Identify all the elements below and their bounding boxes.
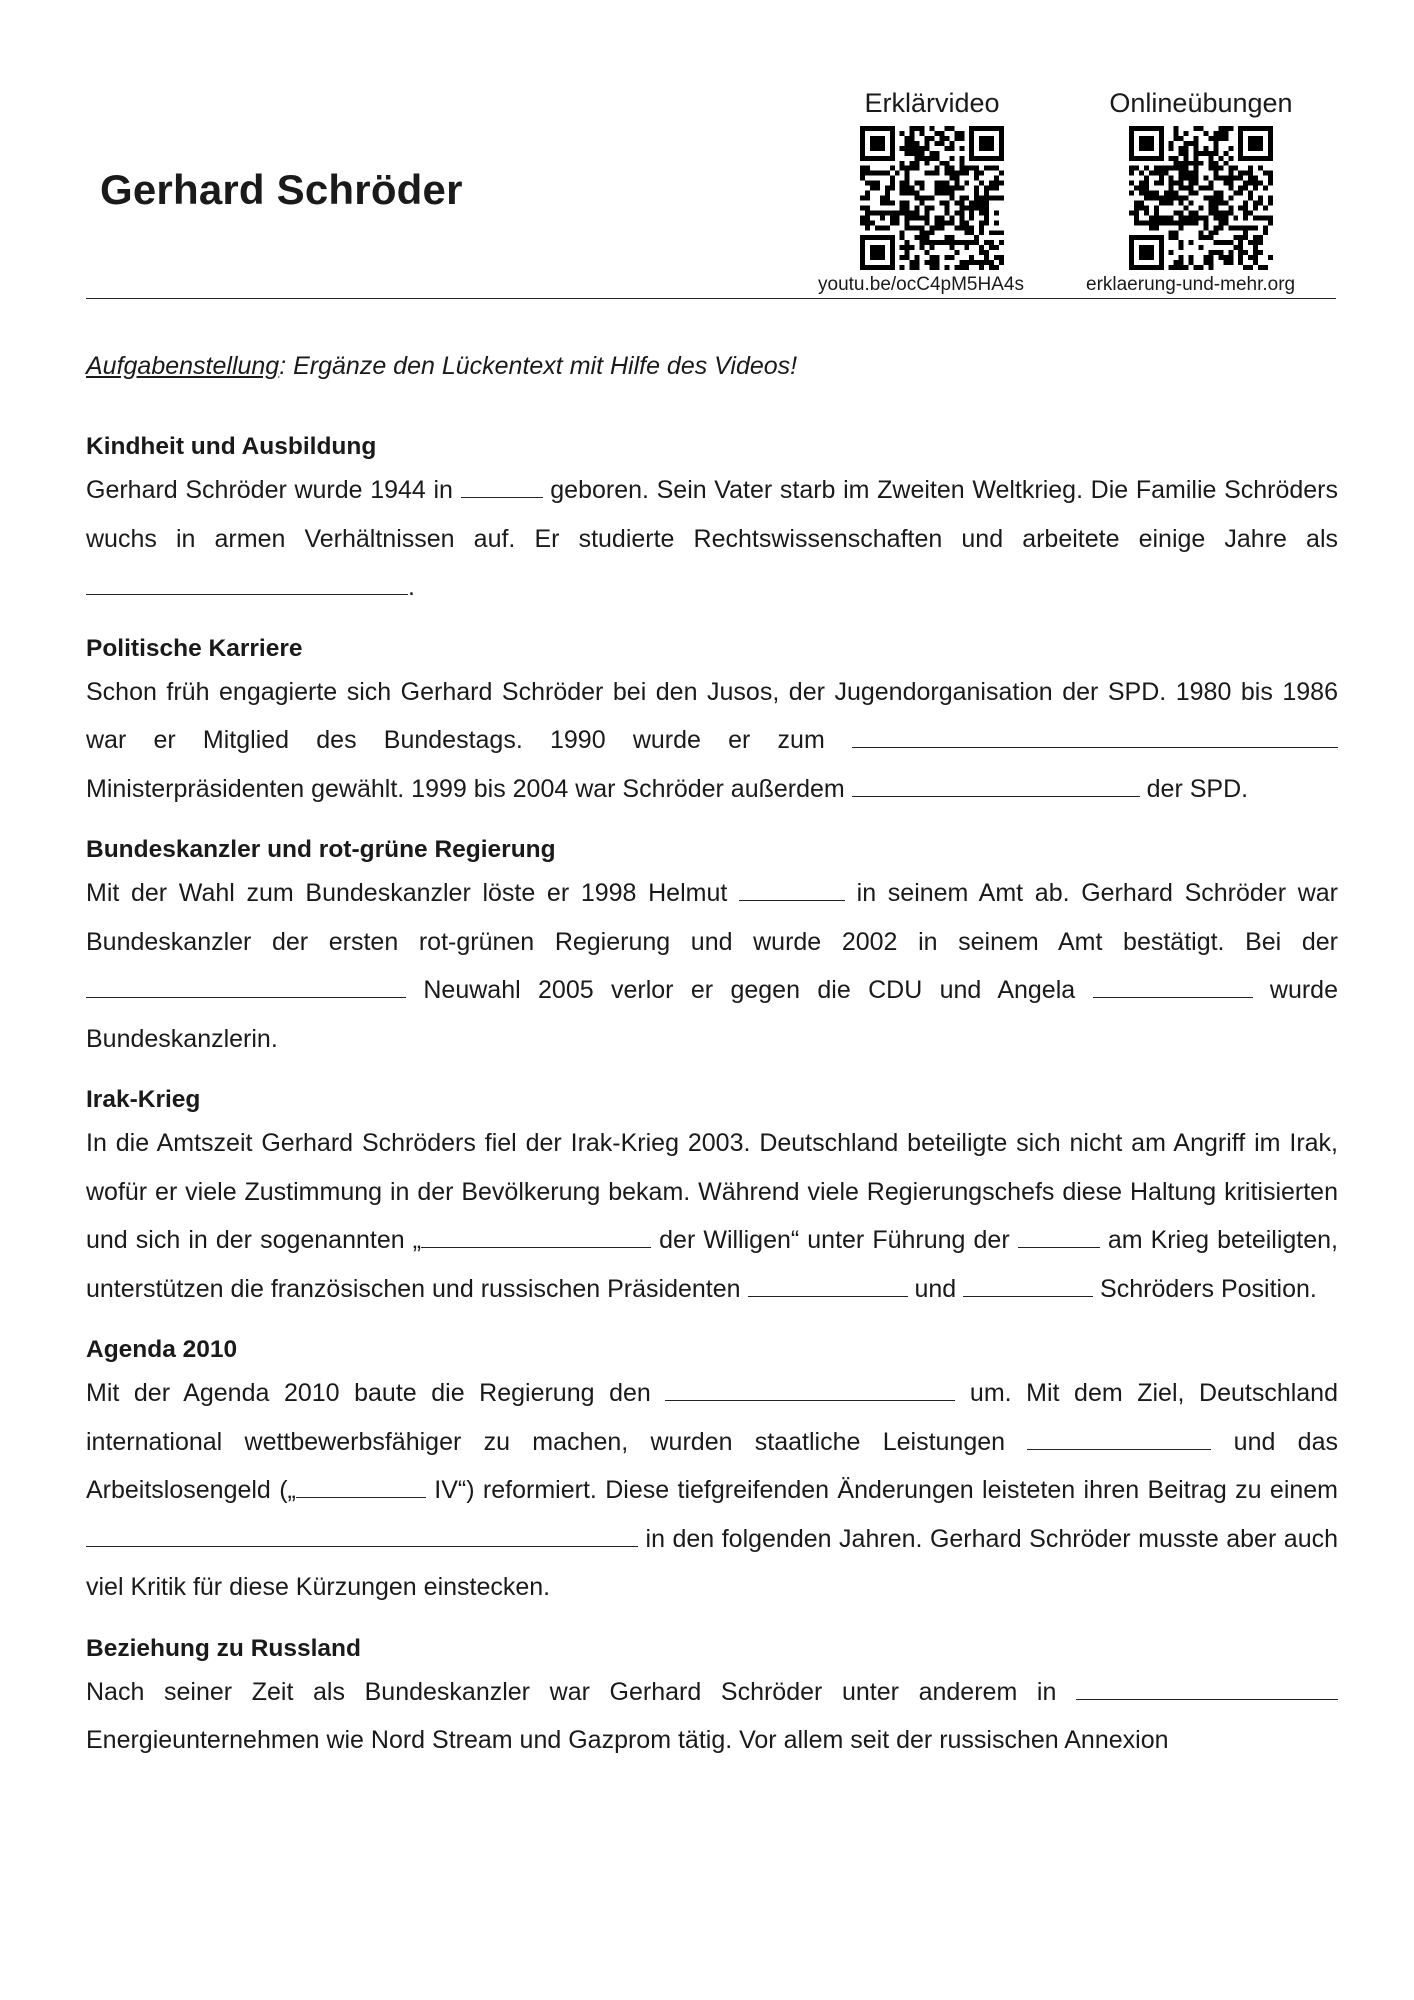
- section-agenda-2010: [86, 1331, 1338, 1612]
- text-part: wurde Bundeskanzlerin.: [86, 976, 1338, 1053]
- text-part: IV“) reformiert. Diese tiefgreifenden Änderungen leisteten ihren Beitrag zu einem: [425, 1476, 1339, 1504]
- worksheet-content: [86, 428, 1338, 1783]
- blank-gap[interactable]: [665, 1374, 955, 1401]
- text-part: Mit der Wahl zum Bundeskanzler löste er 1998 Helmut: [86, 879, 739, 907]
- text-part: in den folgenden Jahren. Gerhard Schröder musste aber auch viel Kritik für diese Kürzungen einstecken.: [86, 1524, 1338, 1601]
- section-title: Bundeskanzler und rot-grüne Regierung: [86, 836, 556, 863]
- text-part: In die Amtszeit Gerhard Schröders fiel der Irak-Krieg 2003. Deutschland beteiligte sich nicht am Angriff im Irak, wofür er viele Zustimmung in der Bevölkerung bekam. Während viele Regierungschefs diese Haltung kritisierten und sich in der sogenannten „: [86, 1129, 1338, 1254]
- section-russland: [86, 1630, 1338, 1765]
- exercise-label: Onlineübungen: [1109, 88, 1293, 118]
- text-part: Nach seiner Zeit als Bundeskanzler war Gerhard Schröder unter anderem in: [86, 1677, 1076, 1706]
- video-qr-code-icon: [860, 126, 1004, 270]
- blank-gap[interactable]: [963, 1269, 1093, 1296]
- blank-gap[interactable]: [86, 568, 408, 595]
- blank-gap[interactable]: [852, 769, 1140, 796]
- exercise-qr-block: [1096, 86, 1306, 270]
- task-text: Ergänze den Lückentext mit Hilfe des Videos!: [286, 352, 798, 380]
- task-instruction: [86, 352, 797, 381]
- video-url: youtu.be/ocC4pM5HA4s: [818, 274, 1024, 295]
- blank-gap[interactable]: [86, 1519, 638, 1546]
- video-qr-block: [832, 86, 1032, 270]
- section-title: Agenda 2010: [86, 1336, 238, 1363]
- text-part: Gerhard Schröder wurde 1944 in: [86, 476, 461, 504]
- section-irak-krieg: [86, 1081, 1338, 1313]
- blank-gap[interactable]: [1093, 971, 1253, 998]
- exercise-url: erklaerung-und-mehr.org: [1086, 274, 1296, 295]
- exercise-qr-code-icon: [1129, 126, 1273, 270]
- text-part: der SPD.: [1139, 774, 1249, 803]
- blank-gap[interactable]: [1018, 1221, 1100, 1248]
- blank-gap[interactable]: [86, 971, 406, 998]
- blank-gap[interactable]: [421, 1221, 651, 1248]
- section-text: [86, 1668, 1338, 1765]
- text-part: in seinem Amt ab. Gerhard Schröder war Bundeskanzler der ersten rot-grünen Regierung und wurde 2002 in seinem Amt bestätigt. Bei der: [86, 879, 1338, 956]
- text-part: und das Arbeitslosengeld („: [86, 1427, 1338, 1504]
- section-text: [86, 668, 1338, 814]
- blank-gap[interactable]: [1076, 1672, 1338, 1699]
- text-part: geboren. Sein Vater starb im Zweiten Weltkrieg. Die Familie Schröders wuchs in armen Verhältnissen auf. Er studierte Rechtswissenschaften und arbeitete einige Jahre als: [86, 476, 1339, 553]
- blank-gap[interactable]: [296, 1471, 426, 1498]
- section-title: Beziehung zu Russland: [86, 1634, 361, 1662]
- section-politische-karriere: [86, 630, 1338, 814]
- text-part: am Krieg beteiligten, unterstützen die französischen und russischen Präsidenten: [86, 1226, 1338, 1303]
- page-title: Gerhard Schröder: [100, 166, 463, 213]
- section-kindheit: [86, 428, 1338, 612]
- blank-gap[interactable]: [852, 721, 1338, 748]
- blank-gap[interactable]: [739, 874, 845, 901]
- task-label: Aufgabenstellung: [86, 352, 280, 380]
- text-part: um. Mit dem Ziel, Deutschland international wettbewerbsfähiger zu machen, wurden staatliche Leistungen: [86, 1379, 1338, 1456]
- video-label: Erklärvideo: [864, 88, 1000, 118]
- section-text: [86, 869, 1338, 1063]
- text-part: Ministerpräsidenten gewählt. 1999 bis 2004 war Schröder außerdem: [86, 774, 852, 803]
- text-part: Schröders Position.: [1093, 1274, 1317, 1303]
- text-part: der Willigen“ unter Führung der: [651, 1226, 1018, 1254]
- blank-gap[interactable]: [748, 1269, 908, 1296]
- text-part: Schon früh engagierte sich Gerhard Schröder bei den Jusos, der Jugendorganisation der SPD. 1980 bis 1986 war er Mitglied des Bundestags. 1990 wurde er zum: [86, 677, 1338, 754]
- text-part: Mit der Agenda 2010 baute die Regierung den: [86, 1379, 666, 1407]
- text-part: .: [408, 573, 415, 601]
- blank-gap[interactable]: [461, 471, 543, 498]
- blank-gap[interactable]: [1027, 1422, 1211, 1449]
- section-title: Irak-Krieg: [86, 1086, 201, 1113]
- section-text: [86, 466, 1338, 612]
- task-colon: :: [279, 352, 287, 380]
- section-title: Politische Karriere: [86, 634, 303, 662]
- section-bundeskanzler: [86, 831, 1338, 1063]
- header-divider: [86, 298, 1336, 299]
- section-text: [86, 1119, 1338, 1313]
- text-part: und: [907, 1274, 964, 1303]
- section-text: [86, 1369, 1338, 1612]
- text-part: Energieunternehmen wie Nord Stream und Gazprom tätig. Vor allem seit der russischen Annexion: [86, 1726, 1169, 1754]
- text-part: Neuwahl 2005 verlor er gegen die CDU und Angela: [406, 976, 1093, 1004]
- section-title: Kindheit und Ausbildung: [86, 433, 377, 460]
